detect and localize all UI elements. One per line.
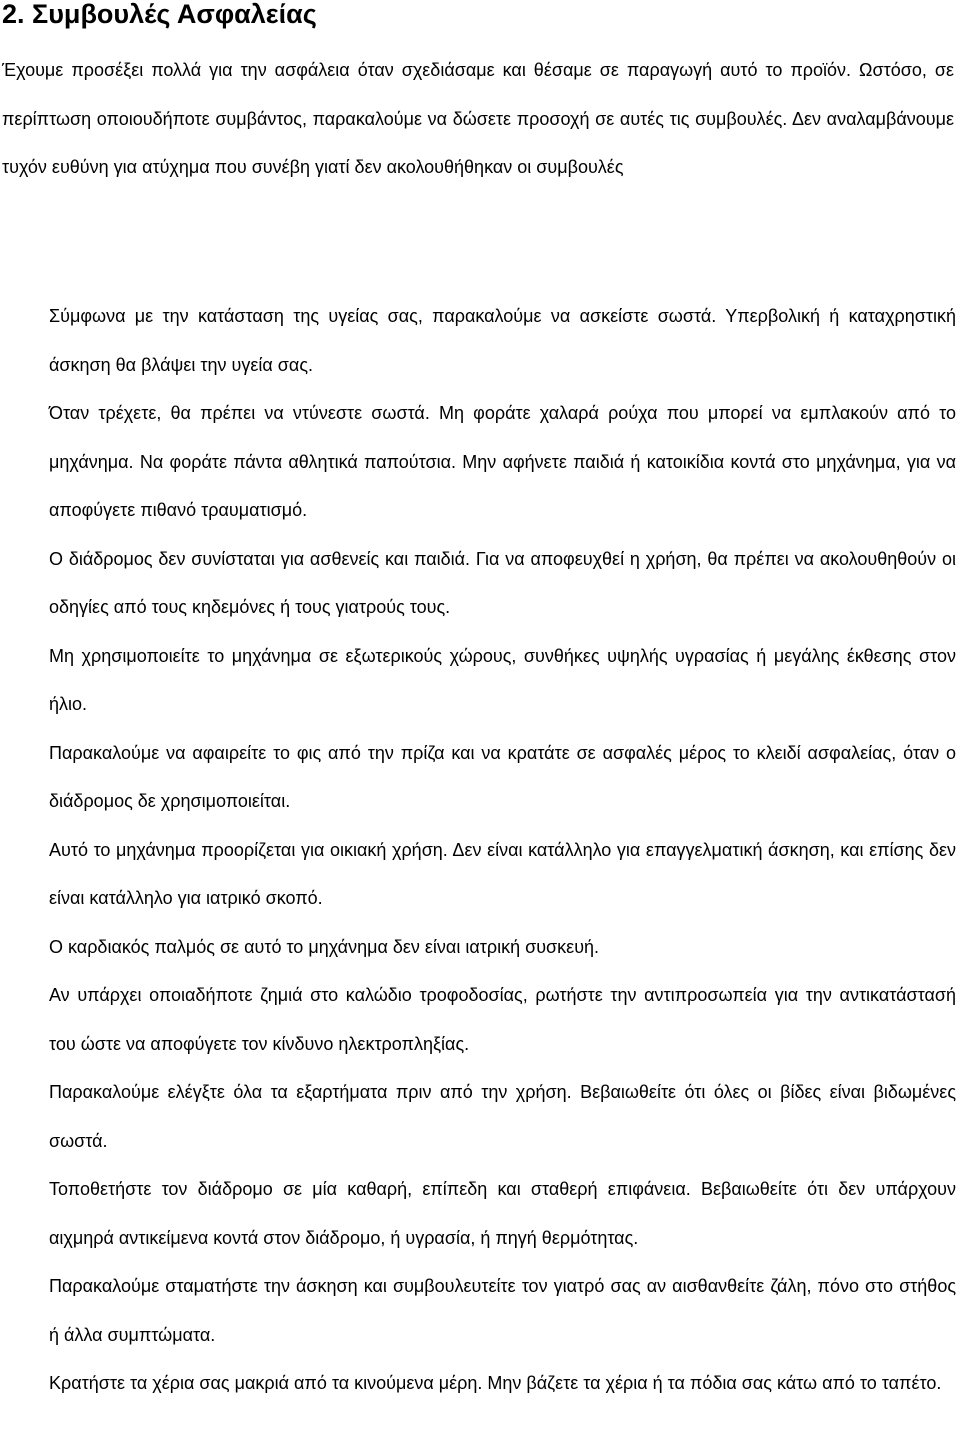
safety-tip: Παρακαλούμε σταματήστε την άσκηση και συμβουλευτείτε τον γιατρό σας αν αισθανθείτε ζάλη, πόνο στο στήθος ή άλλα συμπτώματα. <box>49 1276 956 1345</box>
safety-tip: Αν υπάρχει οποιαδήποτε ζημιά στο καλώδιο τροφοδοσίας, ρωτήστε την αντιπροσωπεία για την αντικατάστασή του ώστε να αποφύγετε τον κίνδυνο ηλεκτροπληξίας. <box>49 985 956 1054</box>
safety-tip: Κρατήστε τα χέρια σας μακριά από τα κινούμενα μέρη. Μην βάζετε τα χέρια ή τα πόδια σας κάτω από το ταπέτο. <box>49 1373 942 1393</box>
intro-paragraph: Έχουμε προσέξει πολλά για την ασφάλεια όταν σχεδιάσαμε και θέσαμε σε παραγωγή αυτό το προϊόν. Ωστόσο, σε περίπτωση οποιουδήποτε συμβάντος, παρακαλούμε να δώσετε προσοχή σε αυτές τις συμβουλές. Δεν αναλαμβάνουμε τυχόν ευθύνη για ατύχημα που συνέβη γιατί δεν ακολουθήθηκαν οι συμβουλές <box>2 60 954 177</box>
safety-tip: Ο διάδρομος δεν συνίσταται για ασθενείς και παιδιά. Για να αποφευχθεί η χρήση, θα πρέπει να ακολουθηθούν οι οδηγίες από τους κηδεμόνες ή τους γιατρούς τους. <box>49 548 956 617</box>
safety-tip: Παρακαλούμε ελέγξτε όλα τα εξαρτήματα πριν από την χρήση. Βεβαιωθείτε ότι όλες οι βίδες είναι βιδωμένες σωστά. <box>49 1082 956 1151</box>
safety-tip: Σύμφωνα με την κατάσταση της υγείας σας, παρακαλούμε να ασκείστε σωστά. Υπερβολική ή καταχρηστική άσκηση θα βλάψει την υγεία σας. <box>49 306 956 375</box>
safety-tip: Ο καρδιακός παλμός σε αυτό το μηχάνημα δεν είναι ιατρική συσκευή. <box>49 936 600 957</box>
safety-tips-list <box>49 292 956 1408</box>
safety-tip: Τοποθετήστε τον διάδρομο σε μία καθαρή, επίπεδη και σταθερή επιφάνεια. Βεβαιωθείτε ότι δεν υπάρχουν αιχμηρά αντικείμενα κοντά στον διάδρομο, ή υγρασία, ή πηγή θερμότητας. <box>49 1179 956 1248</box>
safety-tip: Παρακαλούμε να αφαιρείτε το φις από την πρίζα και να κρατάτε σε ασφαλές μέρος το κλειδί ασφαλείας, όταν ο διάδρομος δε χρησιμοποιείται. <box>49 742 956 811</box>
section-heading: 2. Συμβουλές Ασφαλείας <box>2 0 317 29</box>
safety-tip: Μη χρησιμοποιείτε το μηχάνημα σε εξωτερικούς χώρους, συνθήκες υψηλής υγρασίας ή μεγάλης έκθεσης στον ήλιο. <box>49 645 956 714</box>
safety-tip: Αυτό το μηχάνημα προορίζεται για οικιακή χρήση. Δεν είναι κατάλληλο για επαγγελματική άσκηση, και επίσης δεν είναι κατάλληλο για ιατρικό σκοπό. <box>49 839 956 908</box>
safety-tip: Όταν τρέχετε, θα πρέπει να ντύνεστε σωστά. Μη φοράτε χαλαρά ρούχα που μπορεί να εμπλακούν από το μηχάνημα. Να φοράτε πάντα αθλητικά παπούτσια. Μην αφήνετε παιδιά ή κατοικίδια κοντά στο μηχάνημα, για να αποφύγετε πιθανό τραυματισμό. <box>49 403 956 520</box>
